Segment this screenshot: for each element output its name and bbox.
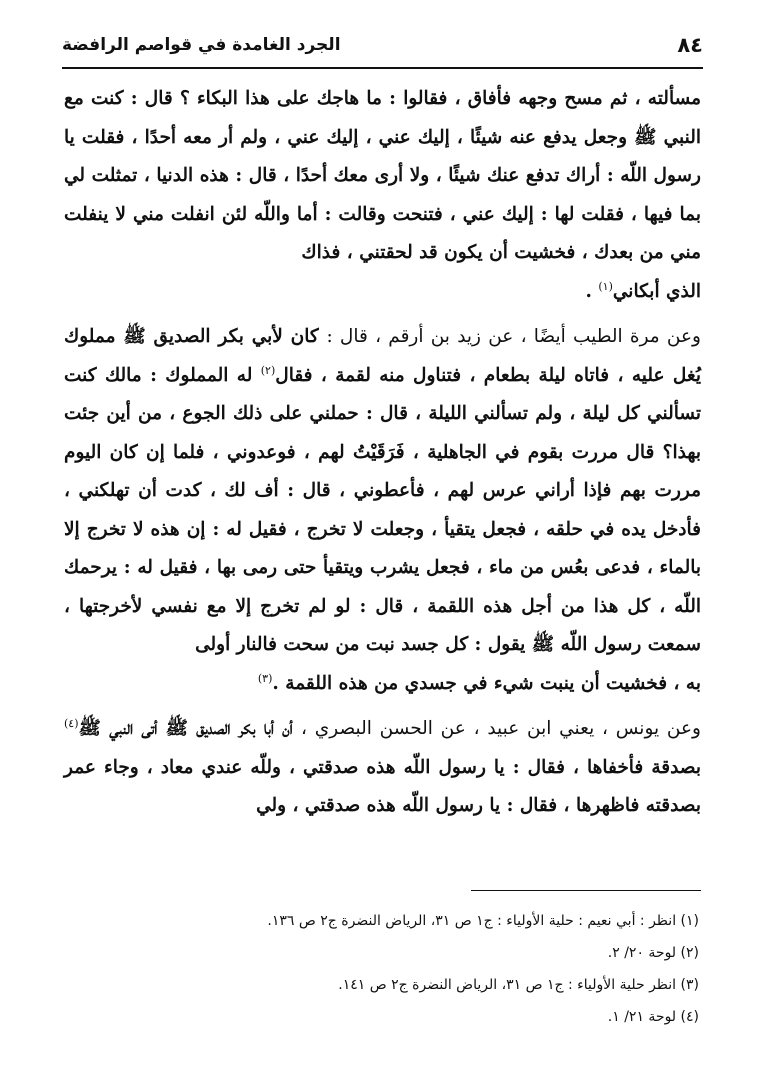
paragraph-1 xyxy=(64,80,701,311)
footnote-3: (٣) انظر حلية الأولياء : ج١ ص ٣١، الرياض النضرة ج٢ ص ١٤١. xyxy=(338,977,699,993)
paragraph-2-tail: به ، فخشيت أن ينبت شيء في جسدي من هذه اللقمة . xyxy=(272,672,701,694)
footnote-ref-2[interactable]: (٢) xyxy=(260,363,276,377)
footnote-ref-3[interactable]: (٣) xyxy=(257,671,273,685)
footnote-ref-1[interactable]: (١) xyxy=(598,279,613,293)
paragraph-3 xyxy=(64,710,701,826)
paragraph-2 xyxy=(64,318,701,703)
paragraph-1-text: مسألته ، ثم مسح وجهه فأفاق ، فقالوا : ما هاجك على هذا البكاء ؟ قال : كنت مع النبي ﷺ وجعل يدفع عنه شيئًا ، إليك عني ، إليك عني ، ولم أر معه أحدًا ، فقلت يا رسول اللّه : أراك تدفع عنك شيئًا ، ولا أرى معك أحدًا ، قال : هذه الدنيا ، تمثلت لي بما فيها ، فقلت لها : إليك عني ، فتنحت وقالت : أما واللّه لئن انفلت مني لا ينفلت مني من بعدك ، فخشيت أن يكون قد لحقتني ، فذاك xyxy=(64,88,701,263)
page-number: ٨٤ xyxy=(677,33,703,57)
running-title: الجرد الغامدة في قواصم الرافضة xyxy=(62,35,341,55)
footnote-1: (١) انظر : أبي نعيم : حلية الأولياء : ج١ ص ٣١، الرياض النضرة ج٢ ص ١٣٦. xyxy=(267,913,699,929)
paragraph-2-intro: وعن مرة الطيب أيضًا ، عن زيد بن أرقم ، قال : xyxy=(326,326,701,347)
paragraph-1-tail: الذي أبكاني xyxy=(612,280,701,302)
footnote-separator xyxy=(471,890,701,891)
footnote-2: (٢) لوحة ٢٠/ ٢. xyxy=(607,945,699,961)
footnote-ref-4[interactable]: (٤) xyxy=(64,716,79,730)
paragraph-1-end: . xyxy=(585,280,599,302)
paragraph-2-last-line xyxy=(64,665,701,704)
paragraph-2-text-b: له المملوك : مالك كنت تسألني كل ليلة ، ولم تسألني الليلة ، قال : حملني على ذلك الجوع ، من أين جئت بهذا؟ قال مررت بقوم في الجاهلية ، فَرَقَيْتُ لهم ، فوعدوني ، فلما إن كان اليوم مررت بهم فإذا أراني عرس لهم ، فأعطوني ، قال : أف لك ، كدت أن تهلكني ، فأدخل يده في حلقه ، فجعل يتقيأ ، وجعلت لا تخرج ، فقيل له : إن هذه لا تخرج إلا بالماء ، فدعى بعُس من ماء ، فجعل يشرب ويتقيأ حتى رمى بها ، فقيل له : يرحمك اللّه ، كل هذا من أجل هذه اللقمة ، قال : لو لم تخرج إلا مع نفسي لأخرجتها ، سمعت رسول اللّه ﷺ يقول : كل جسد نبت من سحت فالنار أولى xyxy=(64,364,701,655)
paragraph-1-last-line xyxy=(64,273,701,312)
page-header xyxy=(62,28,703,62)
header-rule xyxy=(62,67,703,69)
paragraph-3-intro: وعن يونس ، يعني ابن عبيد ، عن الحسن البصري ، xyxy=(301,718,701,739)
footnote-4: (٤) لوحة ٢١/ ١. xyxy=(607,1009,699,1025)
paragraph-2-text-a: كان لأبي بكر الصديق ﷺ مملوك يُغل عليه ، فاتاه ليلة بطعام ، فتناول منه لقمة ، فقال xyxy=(64,326,702,386)
footnotes xyxy=(64,905,699,1033)
main-text xyxy=(64,80,701,833)
paragraph-3-text-a: أن أبا بكر الصديق ﷺ أتى النبي ﷺ xyxy=(78,718,302,739)
paragraph-3-text-b: بصدقة فأخفاها ، فقال : يا رسول اللّه هذه صدقتي ، وللّه عندي معاد ، وجاء عمر بصدقته فاظهرها ، فقال : يا رسول اللّه هذه صدقتي ، ولي xyxy=(64,756,701,816)
